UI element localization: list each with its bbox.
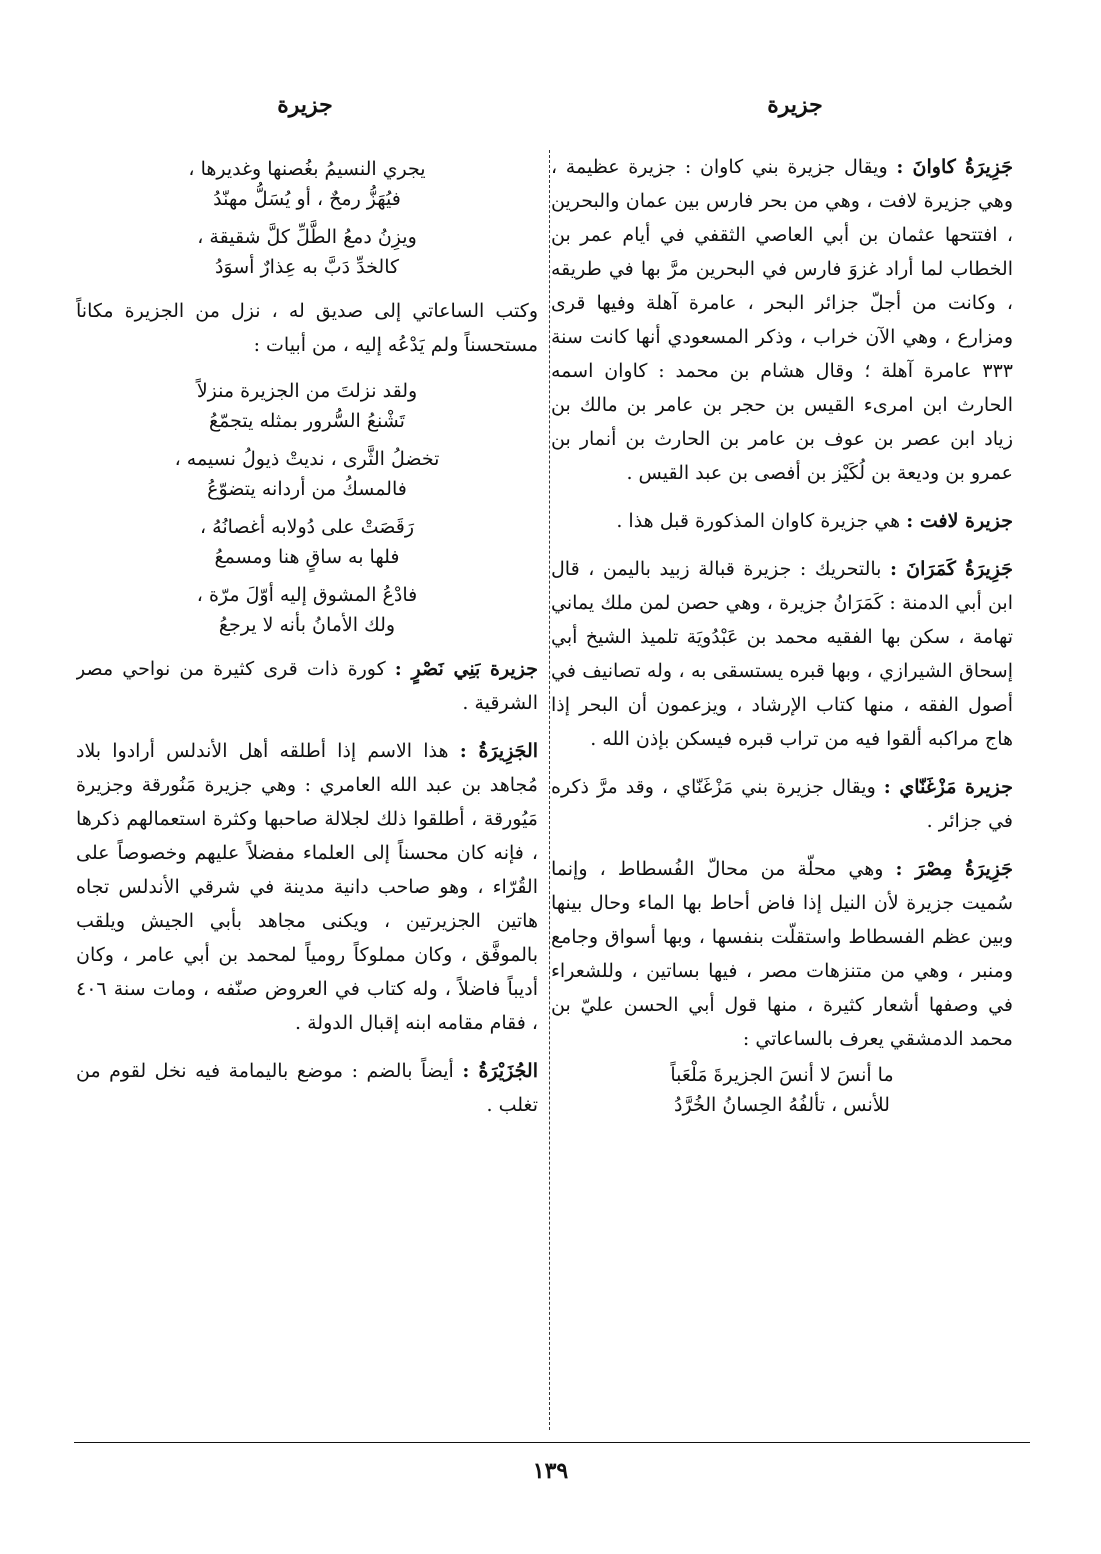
entry-headword: الجُزَيْرَةُ : <box>462 1060 538 1082</box>
entry-headword: جزيرة بَنِي نَصْرٍ : <box>394 658 538 680</box>
stanza <box>106 154 508 214</box>
stanza <box>106 512 508 572</box>
verse-line: تَشْنعُ السُّرور بمثله يتجمّعُ <box>209 410 405 432</box>
entry-headword: الجَزِيرَةُ : <box>459 740 538 762</box>
verse-line: ما أنسَ لا أنسَ الجزيرةَ مَلْعَباً <box>670 1064 894 1086</box>
right-column <box>551 150 1013 1430</box>
entry-headword: جَزِيرَةُ كَمَرَانَ : <box>890 558 1013 580</box>
page-number: ١٣٩ <box>532 1458 569 1484</box>
entry-text: بالتحريك : جزيرة قبالة زبيد باليمن ، قال ابن أبي الدمنة : كَمَرَانُ جزيرة ، وهي حصن لمن ملك يماني تهامة ، سكن بها الفقيه محمد بن عَبْدُويَة تلميذ الشيخ أبي إسحاق الشيرازي ، وبها قبره يستسقى به ، وله تصانيف في أصول الفقه ، منها كتاب الإرشاد ، ويزعمون أن البحر إذا هاج مراكبه ألقوا فيه من تراب قبره فيسكن بإذن الله . <box>551 558 1013 750</box>
entry-text: هذا الاسم إذا أطلقه أهل الأندلس أرادوا بلاد مُجاهد بن عبد الله العامري : وهي جزيرة مَنُورقة وجزيرة مَيُورقة ، أطلقوا ذلك لجلالة صاحبها وكثرة استعمالهم ذكرها ، فإنه كان محسناً إلى العلماء مفضلاً عليهم وخصوصاً على القُرّاء ، وهو صاحب دانية مدينة في شرقي الأندلس تجاه هاتين الجزيرتين ، ويكنى مجاهد بأبي الجيش ويلقب بالموفَّق ، وكان مملوكاً رومياً لمحمد بن أبي عامر ، وكان أديباً فاضلاً ، وله كتاب في العروض صنّفه ، ومات سنة ٤٠٦ ، فقام مقامه ابنه إقبال الدولة . <box>76 740 538 1034</box>
paragraph-text: وكتب الساعاتي إلى صديق له ، نزل من الجزيرة مكاناً مستحسناً ولم يَدْعُه إليه ، من أبيات : <box>76 300 538 356</box>
verse-line: يجري النسيمُ بغُصنها وغديرها ، <box>188 158 426 180</box>
entry-lafet <box>551 504 1013 538</box>
sa3ati-intro <box>76 294 538 362</box>
footer-rule <box>74 1442 1030 1443</box>
verse-line: تخضلُ الثَّرى ، نديتْ ذيولُ نسيمه ، <box>174 448 440 470</box>
stanza <box>106 376 508 436</box>
verse-line: كالخدِّ دَبَّ به عِذارٌ أسوَدُ <box>214 256 400 278</box>
running-headword-right: جزيرة <box>767 92 823 118</box>
entry-headword: جزيرة لافت : <box>906 510 1013 532</box>
entry-headword: جزيرة مَزْغَنّاي : <box>883 776 1013 798</box>
verse-line: رَقَصَتْ على دُولابه أغصانُهُ ، <box>199 516 415 538</box>
stanza <box>106 444 508 504</box>
poem-continuation <box>76 154 538 282</box>
entry-headword: جَزِيرَةُ مِصْرَ : <box>895 858 1013 880</box>
entry-text: ويقال جزيرة بني مَزْغَنّاي ، وقد مرَّ ذكره في جزائر . <box>551 776 1013 832</box>
entry-al-juzayra <box>76 1054 538 1122</box>
poem-misr <box>551 1060 1013 1120</box>
verse-line: للأنس ، تألفُهُ الحِسانُ الخُرَّدُ <box>674 1094 890 1116</box>
verse-line: ولك الأمانُ بأنه لا يرجعُ <box>218 614 396 636</box>
entry-text: ويقال جزيرة بني كاوان : جزيرة عظيمة ، وهي جزيرة لافت ، وهي من بحر فارس بين عمان والبحرين ، افتتحها عثمان بن أبي العاصي الثقفي في أيام عمر بن الخطاب لما أراد غزوَ فارس في البحرين مرَّ بها في طريقه ، وكانت من أجلّ جزائر البحر ، عامرة آهلة وفيها قرى ومزارع ، وهي الآن خراب ، وذكر المسعودي أنها كانت سنة ٣٣٣ عامرة آهلة ؛ وقال هشام بن محمد : كاوان اسمه الحارث ابن امرىء القيس بن حجر بن عامر بن مالك بن زياد ابن عصر بن عوف بن عامر بن الحارث بن أنمار بن عمرو بن وديعة بن لُكَيْز بن أفصى بن عبد القيس . <box>551 156 1013 484</box>
verse-line: فيُهَزُّ رمحٌ ، أو يُسَلُّ مهنّدُ <box>213 188 401 210</box>
verse-line: فادْعُ المشوق إليه أوّلَ مرّة ، <box>196 584 418 606</box>
verse-line: ولقد نزلتَ من الجزيرة منزلاً <box>196 380 418 402</box>
verse-line: ويزِنُ دمعُ الطَّلِّ كلَّ شقيقة ، <box>197 226 417 248</box>
entry-al-jazira <box>76 734 538 1040</box>
entry-text: أيضاً بالضم : موضع باليمامة فيه نخل لقوم من تغلب . <box>76 1060 538 1116</box>
entry-kamaran <box>551 552 1013 756</box>
verse-line: فالمسكُ من أردانه يتضوّعُ <box>207 478 407 500</box>
entry-text: هي جزيرة كاوان المذكورة قبل هذا . <box>616 510 901 532</box>
entry-text: كورة ذات قرى كثيرة من نواحي مصر الشرقية . <box>76 658 538 714</box>
entry-mazghannay <box>551 770 1013 838</box>
verse-line: فلها به ساقٍ هنا ومسمعُ <box>214 546 400 568</box>
running-headword-left: جزيرة <box>277 92 333 118</box>
entry-headword: جَزِيرَةُ كاوانَ : <box>896 156 1013 178</box>
entry-kawan <box>551 150 1013 490</box>
stanza <box>106 222 508 282</box>
entry-text: وهي محلّة من محالّ الفُسطاط ، وإنما سُميت جزيرة لأن النيل إذا فاض أحاط بها الماء وحال بينها وبين عظم الفسطاط واستقلّت بنفسها ، وبها أسواق وجامع ومنبر ، وهي من متنزهات مصر ، فيها بساتين ، وللشعراء في وصفها أشعار كثيرة ، منها قول أبي الحسن عليّ بن محمد الدمشقي يعرف بالساعاتي : <box>551 858 1013 1050</box>
poem-sa3ati <box>76 376 538 640</box>
stanza <box>106 580 508 640</box>
column-divider <box>549 150 551 1430</box>
left-column <box>76 150 538 1430</box>
entry-misr <box>551 852 1013 1120</box>
page-header <box>70 92 1030 132</box>
entry-bani-nasr <box>76 652 538 720</box>
